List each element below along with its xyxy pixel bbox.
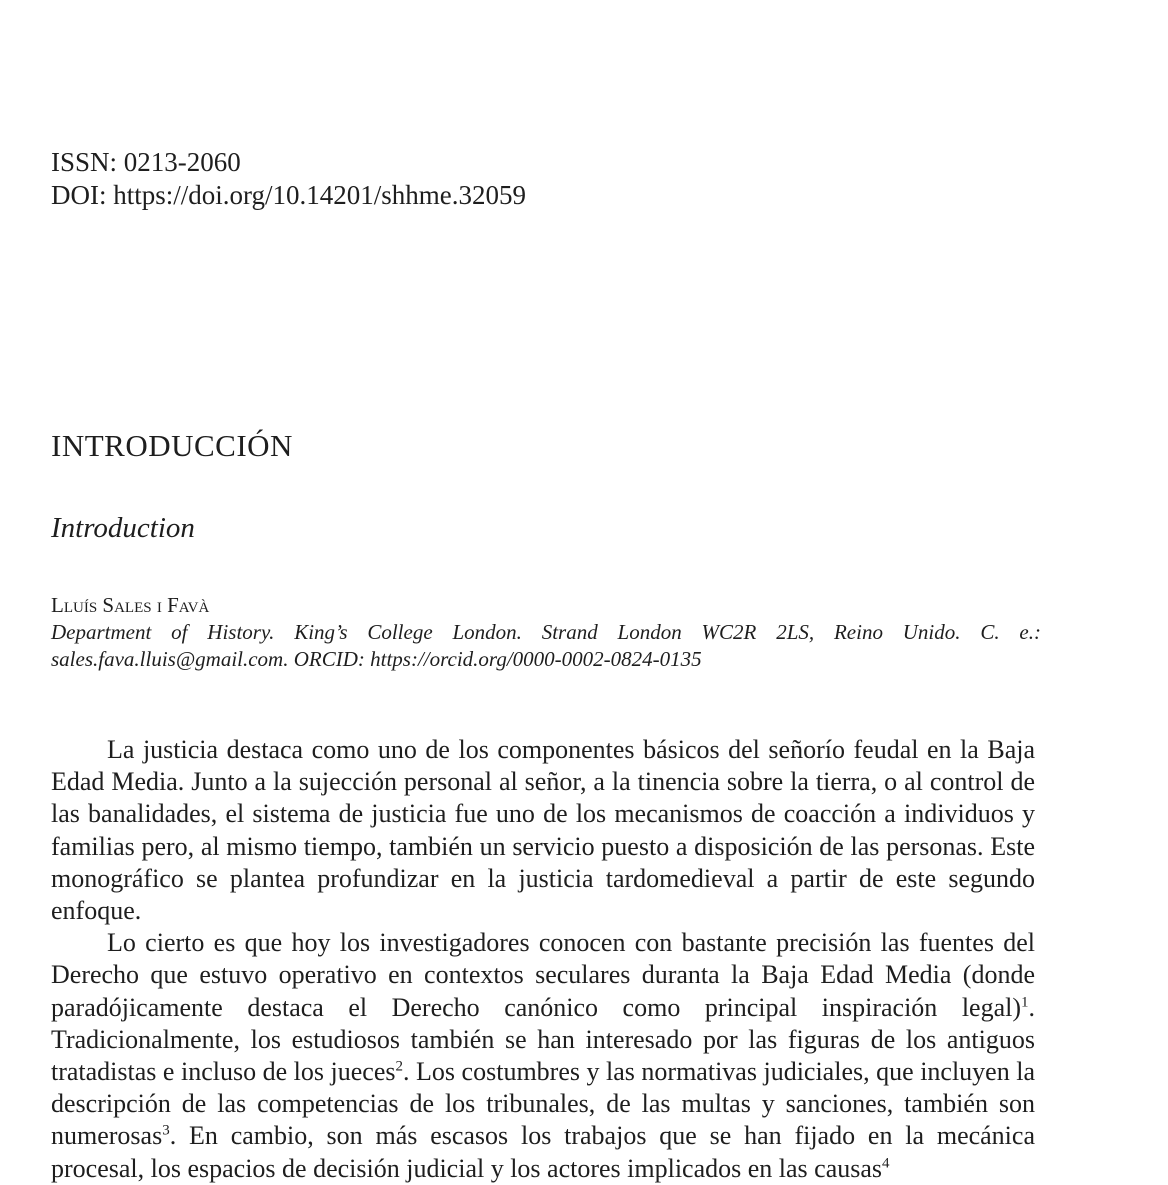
paragraph-2-part-2: . Tradicionalmente, los estudiosos también se han interesado por las figuras de los antiguos tratadistas e incluso de los jueces — [51, 992, 1035, 1087]
author-affiliation: Department of History. King’s College London. Strand London WC2R 2LS, Reino Unido. C. e.: sales.fava.lluis@gmail.com. ORCID: https://orcid.org/0000-0002-0824-0135 — [51, 620, 1041, 671]
paragraph-2-part-4: . En cambio, son más escasos los trabajos que se han fijado en la mecánica procesal, los espacios de decisión judicial y los actores implicados en las causas — [51, 1121, 1035, 1183]
author-name: Lluís Sales i Favà — [51, 593, 210, 617]
paragraph-2-part-1: Lo cierto es que hoy los investigadores conocen con bastante precisión las fuentes del Derecho que estuvo operativo en contextos seculares duranta la Baja Edad Media (donde paradójicamente destaca el Derecho canónico como principal inspiración legal) — [51, 928, 1035, 1022]
issn-line: ISSN: 0213-2060 — [51, 147, 241, 177]
footnote-ref-1[interactable]: 1 — [1021, 993, 1029, 1010]
author-block — [51, 592, 1041, 673]
article-body — [51, 734, 1035, 1185]
journal-metadata — [51, 146, 526, 212]
paragraph-1: La justicia destaca como uno de los componentes básicos del señorío feudal en la Baja Edad Media. Junto a la sujección personal al señor, a la tinencia sobre la tierra, o al control de las banalidades, el sistema de justicia fue uno de los mecanismos de coacción a individuos y familias pero, al mismo tiempo, también un servicio puesto a disposición de las personas. Este monográfico se plantea profundizar en la justicia tardomedieval a partir de este segundo enfoque. — [51, 735, 1035, 926]
article-title: INTRODUCCIÓN — [51, 428, 293, 463]
article-subtitle: Introduction — [51, 512, 195, 544]
footnote-ref-2[interactable]: 2 — [395, 1058, 404, 1075]
paragraph-2 — [51, 927, 1035, 1185]
footnote-ref-3[interactable]: 3 — [162, 1122, 170, 1139]
paragraph-2-part-3: . Los costumbres y las normativas judiciales, que incluyen la descripción de las competencias de los tribunales, de las multas y sanciones, también son numerosas — [51, 1057, 1036, 1151]
doi-line: DOI: https://doi.org/10.14201/shhme.32059 — [51, 180, 527, 210]
footnote-ref-4[interactable]: 4 — [882, 1154, 890, 1171]
